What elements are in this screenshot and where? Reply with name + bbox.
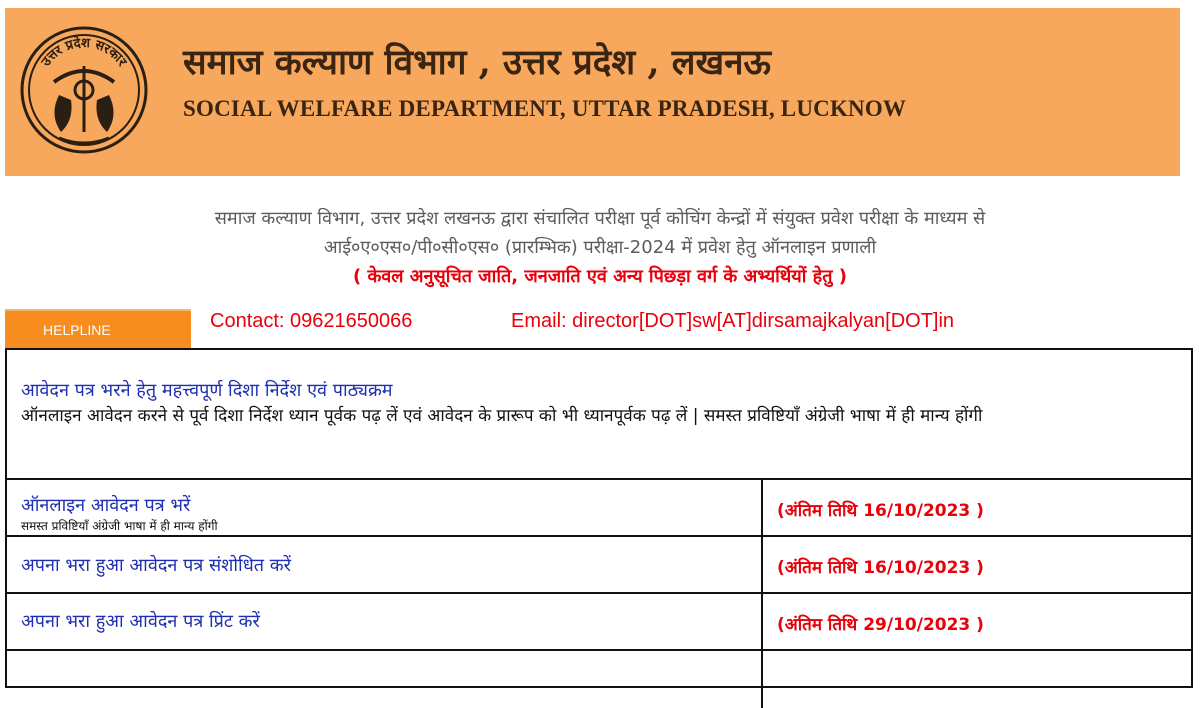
action-row-fill-application [5, 478, 1193, 535]
helpline-contact-number: Contact: 09621650066 [210, 310, 413, 332]
guidelines-link[interactable]: आवेदन पत्र भरने हेतु महत्त्वपूर्ण दिशा निर्देश एवं पाठ्यक्रम [21, 380, 393, 401]
site-header [5, 8, 1180, 176]
deadline-edit-application: (अंतिम तिथि 16/10/2023 ) [777, 558, 984, 578]
action-cell [5, 651, 763, 708]
guidelines-text: ऑनलाइन आवेदन करने से पूर्व दिशा निर्देश ध्यान पूर्वक पढ़ लें एवं आवेदन के प्रारूप को भी ध्यानपूर्वक पढ़ लें | समस्त प्रविष्टियाँ अंग्रेजी भाषा में ही मान्य होंगी [21, 406, 983, 426]
helpline-email: Email: director[DOT]sw[AT]dirsamajkalyan[DOT]in [511, 310, 955, 332]
action-cell [5, 480, 763, 537]
english-entries-note: समस्त प्रविष्टियाँ अंग्रेजी भाषा में ही मान्य होंगी [21, 519, 218, 533]
fill-application-link[interactable]: ऑनलाइन आवेदन पत्र भरें [21, 495, 191, 516]
helpline-button[interactable]: HELPLINE [5, 309, 191, 348]
deadline-print-application: (अंतिम तिथि 29/10/2023 ) [777, 615, 984, 635]
action-row-print-application [5, 592, 1193, 649]
deadline-fill-application: (अंतिम तिथि 16/10/2023 ) [777, 501, 984, 521]
intro-eligibility-note: ( केवल अनुसूचित जाति, जनजाति एवं अन्य पिछड़ा वर्ग के अभ्यर्थियों हेतु ) [352, 266, 847, 287]
action-cell [5, 594, 763, 651]
application-panel [5, 348, 1193, 688]
intro-line-2: आई०ए०एस०/पी०सी०एस० (प्रारम्भिक) परीक्षा-2024 में प्रवेश हेतु ऑनलाइन प्रणाली [323, 237, 877, 258]
edit-application-link[interactable]: अपना भरा हुआ आवेदन पत्र संशोधित करें [21, 555, 291, 576]
svg-text:उत्तर प्रदेश सरकार: उत्तर प्रदेश सरकार [38, 35, 130, 70]
guidelines-section [21, 378, 1171, 428]
department-title-hindi: समाज कल्याण विभाग , उत्तर प्रदेश , लखनऊ [183, 42, 771, 83]
action-row-edit-application [5, 535, 1193, 592]
action-cell [5, 537, 763, 594]
intro-line-1: समाज कल्याण विभाग, उत्तर प्रदेश लखनऊ द्वारा संचालित परीक्षा पूर्व कोचिंग केन्द्रों में संयुक्त प्रवेश परीक्षा के माध्यम से [214, 208, 986, 229]
up-government-seal-icon [19, 20, 149, 155]
print-application-link[interactable]: अपना भरा हुआ आवेदन पत्र प्रिंट करें [21, 611, 260, 632]
department-title-english: SOCIAL WELFARE DEPARTMENT, UTTAR PRADESH, LUCKNOW [183, 96, 907, 121]
action-row-empty [5, 649, 1193, 706]
portal-intro [0, 204, 1200, 291]
